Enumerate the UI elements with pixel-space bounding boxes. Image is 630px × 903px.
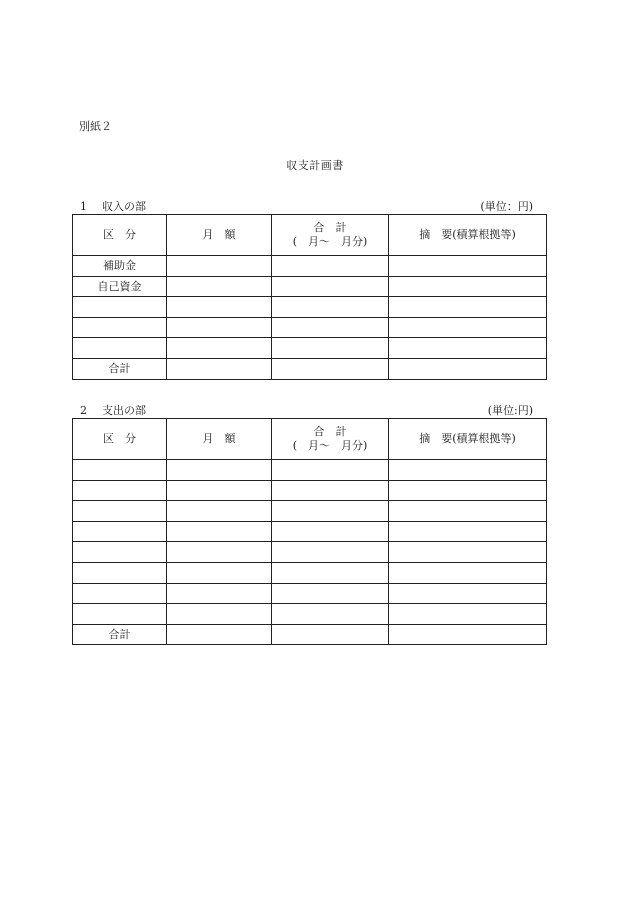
category-cell: 合計 (73, 358, 167, 379)
table-row (73, 501, 547, 522)
total-cell[interactable] (272, 583, 389, 604)
total-cell[interactable] (272, 604, 389, 625)
table-row (73, 521, 547, 542)
total-cell[interactable] (272, 562, 389, 583)
summary-header: 摘 要(積算根拠等) (389, 419, 547, 460)
monthly-amount-cell[interactable] (167, 358, 272, 379)
category-cell (73, 317, 167, 338)
expense-table (72, 418, 547, 645)
income-section-title (80, 198, 146, 214)
total-cell[interactable] (272, 521, 389, 542)
expense-unit-label: (単位:円) (487, 404, 533, 417)
monthly-amount-cell[interactable] (167, 317, 272, 338)
monthly-amount-cell[interactable] (167, 297, 272, 318)
summary-cell[interactable] (389, 624, 547, 645)
summary-header: 摘 要(積算根拠等) (389, 215, 547, 256)
income-unit-label: (単位：円) (480, 200, 533, 213)
total-cell[interactable] (272, 480, 389, 501)
category-header: 区 分 (73, 215, 167, 256)
category-header: 区 分 (73, 419, 167, 460)
total-cell[interactable] (272, 358, 389, 379)
category-cell (73, 521, 167, 542)
table-row (73, 276, 547, 297)
category-cell (73, 542, 167, 563)
total-cell[interactable] (272, 338, 389, 359)
table-row (73, 604, 547, 625)
total-header-line1: 合 計 (313, 425, 347, 439)
monthly-amount-cell[interactable] (167, 604, 272, 625)
monthly-amount-cell[interactable] (167, 542, 272, 563)
total-cell[interactable] (272, 317, 389, 338)
category-cell: 補助金 (73, 256, 167, 277)
income-section-number: 1 (80, 200, 87, 213)
table-row (73, 460, 547, 481)
summary-cell[interactable] (389, 501, 547, 522)
monthly-amount-cell[interactable] (167, 562, 272, 583)
category-cell (73, 297, 167, 318)
total-header-line2: ( 月～ 月分) (292, 235, 368, 248)
table-row (73, 338, 547, 359)
category-cell (73, 604, 167, 625)
document-title: 収支計画書 (286, 159, 344, 172)
table-row (73, 542, 547, 563)
summary-cell[interactable] (389, 358, 547, 379)
table-row (73, 358, 547, 379)
expense-section-title (80, 402, 146, 418)
table-row (73, 562, 547, 583)
total-cell[interactable] (272, 624, 389, 645)
total-cell[interactable] (272, 256, 389, 277)
expense-section-number: 2 (80, 404, 87, 417)
category-cell (73, 583, 167, 604)
category-cell (73, 501, 167, 522)
attachment-label: 別紙２ (79, 120, 112, 133)
category-cell (73, 338, 167, 359)
total-header (272, 215, 389, 256)
total-cell[interactable] (272, 297, 389, 318)
income-section-label: 収入の部 (102, 200, 146, 213)
table-row (73, 297, 547, 318)
monthly-amount-cell[interactable] (167, 521, 272, 542)
total-cell[interactable] (272, 460, 389, 481)
income-table-body (73, 256, 547, 380)
monthly-amount-header: 月 額 (167, 215, 272, 256)
income-table (72, 214, 547, 380)
total-cell[interactable] (272, 542, 389, 563)
table-row (73, 317, 547, 338)
monthly-amount-cell[interactable] (167, 338, 272, 359)
table-row (73, 583, 547, 604)
summary-cell[interactable] (389, 276, 547, 297)
income-section-header (80, 198, 533, 214)
category-cell: 自己資金 (73, 276, 167, 297)
table-row (73, 256, 547, 277)
summary-cell[interactable] (389, 256, 547, 277)
summary-cell[interactable] (389, 317, 547, 338)
summary-cell[interactable] (389, 583, 547, 604)
monthly-amount-cell[interactable] (167, 480, 272, 501)
monthly-amount-cell[interactable] (167, 460, 272, 481)
monthly-amount-cell[interactable] (167, 583, 272, 604)
summary-cell[interactable] (389, 542, 547, 563)
total-header (272, 419, 389, 460)
total-cell[interactable] (272, 501, 389, 522)
category-cell: 合計 (73, 624, 167, 645)
monthly-amount-cell[interactable] (167, 256, 272, 277)
summary-cell[interactable] (389, 521, 547, 542)
summary-cell[interactable] (389, 604, 547, 625)
monthly-amount-cell[interactable] (167, 624, 272, 645)
total-header-line1: 合 計 (313, 221, 347, 235)
category-cell (73, 480, 167, 501)
summary-cell[interactable] (389, 460, 547, 481)
table-row (73, 624, 547, 645)
table-row (73, 480, 547, 501)
summary-cell[interactable] (389, 480, 547, 501)
summary-cell[interactable] (389, 562, 547, 583)
category-cell (73, 460, 167, 481)
monthly-amount-cell[interactable] (167, 501, 272, 522)
category-cell (73, 562, 167, 583)
total-cell[interactable] (272, 276, 389, 297)
expense-table-body (73, 460, 547, 645)
income-header-row (73, 215, 547, 256)
summary-cell[interactable] (389, 338, 547, 359)
expense-header-row (73, 419, 547, 460)
expense-section-header (80, 402, 533, 418)
monthly-amount-cell[interactable] (167, 276, 272, 297)
monthly-amount-header: 月 額 (167, 419, 272, 460)
total-header-line2: ( 月～ 月分) (292, 439, 368, 452)
expense-section-label: 支出の部 (102, 404, 146, 417)
summary-cell[interactable] (389, 297, 547, 318)
